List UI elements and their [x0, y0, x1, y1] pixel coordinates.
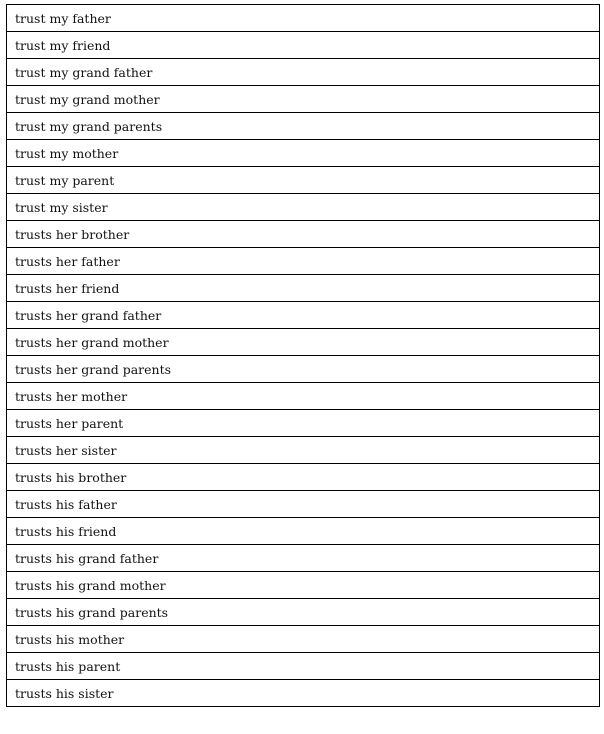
table-cell: trust my friend: [7, 32, 600, 59]
table-cell: trusts his sister: [7, 680, 600, 707]
table-row: [7, 545, 600, 572]
table-cell: trusts her friend: [7, 275, 600, 302]
table-row: [7, 626, 600, 653]
table-cell: trusts his grand mother: [7, 572, 600, 599]
table-cell: trusts his brother: [7, 464, 600, 491]
table-cell: trusts his grand father: [7, 545, 600, 572]
table-row: [7, 680, 600, 707]
table-row: [7, 329, 600, 356]
table-cell: trust my mother: [7, 140, 600, 167]
table-row: [7, 383, 600, 410]
table-cell: trusts his grand parents: [7, 599, 600, 626]
table-cell: trust my parent: [7, 167, 600, 194]
table-row: [7, 599, 600, 626]
table-row: [7, 437, 600, 464]
table-cell: trust my grand parents: [7, 113, 600, 140]
table-cell: trust my sister: [7, 194, 600, 221]
table-cell: trusts his parent: [7, 653, 600, 680]
table-row: [7, 518, 600, 545]
table-cell: trusts his father: [7, 491, 600, 518]
table-cell: trust my father: [7, 5, 600, 32]
table-cell: trusts her father: [7, 248, 600, 275]
table-cell: trusts her grand mother: [7, 329, 600, 356]
table-cell: trusts her sister: [7, 437, 600, 464]
table-row: [7, 167, 600, 194]
phrase-table: [6, 4, 600, 707]
table-cell: trusts his mother: [7, 626, 600, 653]
table-row: [7, 140, 600, 167]
table-row: [7, 221, 600, 248]
table-row: [7, 59, 600, 86]
table-cell: trusts her brother: [7, 221, 600, 248]
table-cell: trusts his friend: [7, 518, 600, 545]
table-cell: trusts her grand parents: [7, 356, 600, 383]
table-row: [7, 5, 600, 32]
table-row: [7, 410, 600, 437]
table-cell: trusts her mother: [7, 383, 600, 410]
table-row: [7, 572, 600, 599]
table-row: [7, 653, 600, 680]
table-cell: trusts her grand father: [7, 302, 600, 329]
table-row: [7, 248, 600, 275]
table-row: [7, 302, 600, 329]
table-row: [7, 86, 600, 113]
table-cell: trust my grand father: [7, 59, 600, 86]
table-cell: trusts her parent: [7, 410, 600, 437]
table-row: [7, 464, 600, 491]
table-row: [7, 491, 600, 518]
table-row: [7, 194, 600, 221]
table-row: [7, 32, 600, 59]
table-row: [7, 356, 600, 383]
table-row: [7, 113, 600, 140]
table-row: [7, 275, 600, 302]
table-cell: trust my grand mother: [7, 86, 600, 113]
